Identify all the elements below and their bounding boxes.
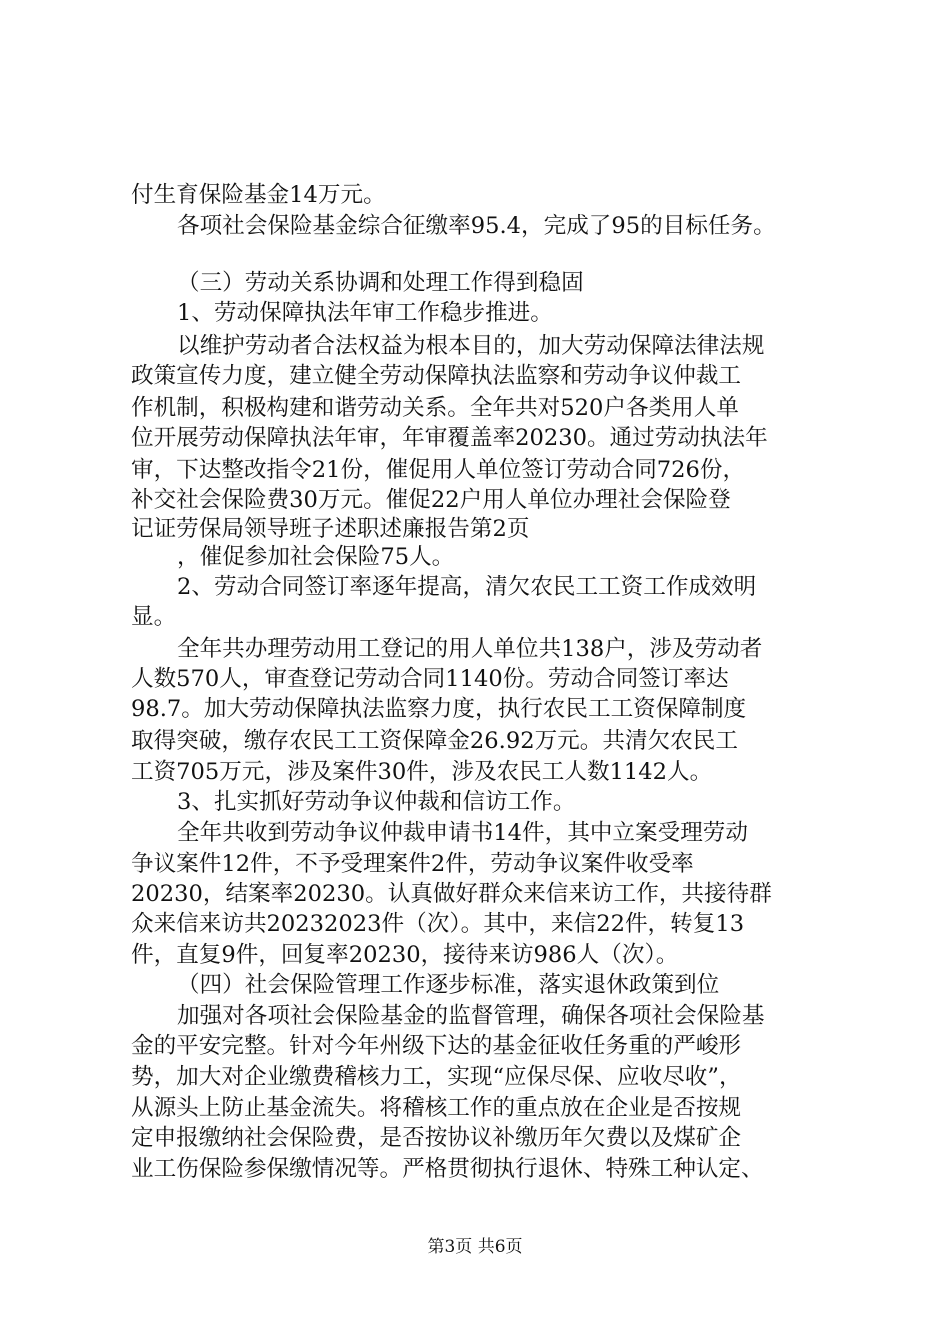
text-line: 取得突破，缴存农民工工资保障金26.92万元。共清欠农民工 [131, 728, 738, 754]
subsection-heading: 3、扎实抓好劳动争议仲裁和信访工作。 [177, 789, 576, 815]
text-line: 件，直复9件，回复率20230，接待来访986人（次）。 [131, 942, 679, 968]
text-line: 人数570人，审查登记劳动合同1140份。劳动合同签订率达 [131, 666, 729, 692]
text-line: 定申报缴纳社会保险费，是否按协议补缴历年欠费以及煤矿企 [131, 1125, 742, 1151]
section-heading: （四）社会保险管理工作逐步标准，落实退休政策到位 [177, 972, 720, 998]
subsection-heading: 1、劳动保障执法年审工作稳步推进。 [177, 300, 553, 326]
text-line: 势，加大对企业缴费稽核力工，实现“应保尽保、应收尽收”， [131, 1064, 742, 1090]
text-line: 作机制，积极构建和谐劳动关系。全年共对520户各类用人单 [131, 395, 739, 421]
text-line: ，催促参加社会保险75人。 [177, 544, 455, 570]
text-line: 从源头上防止基金流失。将稽核工作的重点放在企业是否按规 [131, 1095, 742, 1121]
text-line: 众来信来访共20232023件（次）。其中，来信22件，转复13 [131, 911, 745, 937]
text-line: 全年共收到劳动争议仲裁申请书14件，其中立案受理劳动 [177, 820, 748, 846]
page-number-footer: 第3页 共6页 [427, 1237, 523, 1257]
text-line: 争议案件12件，不予受理案件2件，劳动争议案件收受率 [131, 851, 694, 877]
text-line: 位开展劳动保障执法年审，年审覆盖率20230。通过劳动执法年 [131, 425, 768, 451]
text-line: 金的平安完整。针对今年州级下达的基金征收任务重的严峻形 [131, 1033, 742, 1059]
text-line: 加强对各项社会保险基金的监督管理，确保各项社会保险基 [177, 1003, 765, 1029]
text-line: 显。 [131, 604, 177, 630]
text-line: 各项社会保险基金综合征缴率95.4，完成了95的目标任务。 [177, 213, 776, 239]
text-line: 98.7。加大劳动保障执法监察力度，执行农民工工资保障制度 [131, 696, 747, 722]
text-line: 工资705万元，涉及案件30件，涉及农民工人数1142人。 [131, 759, 713, 785]
text-line: 审，下达整改指令21份，催促用人单位签订劳动合同726份， [131, 457, 746, 483]
text-line: 业工伤保险参保缴情况等。严格贯彻执行退休、特殊工种认定、 [131, 1156, 764, 1182]
text-line: 记证劳保局领导班子述职述廉报告第2页 [131, 516, 530, 542]
subsection-heading: 2、劳动合同签订率逐年提高，清欠农民工工资工作成效明 [177, 574, 757, 600]
text-line: 付生育保险基金14万元。 [131, 182, 386, 208]
text-line: 20230，结案率20230。认真做好群众来信来访工作，共接待群 [131, 881, 772, 907]
section-heading: （三）劳动关系协调和处理工作得到稳固 [177, 270, 584, 296]
text-line: 全年共办理劳动用工登记的用人单位共138户，涉及劳动者 [177, 636, 763, 662]
text-line: 补交社会保险费30万元。催促22户用人单位办理社会保险登 [131, 487, 731, 513]
text-line: 以维护劳动者合法权益为根本目的，加大劳动保障法律法规 [177, 333, 765, 359]
text-line: 政策宣传力度，建立健全劳动保障执法监察和劳动争议仲裁工 [131, 363, 742, 389]
